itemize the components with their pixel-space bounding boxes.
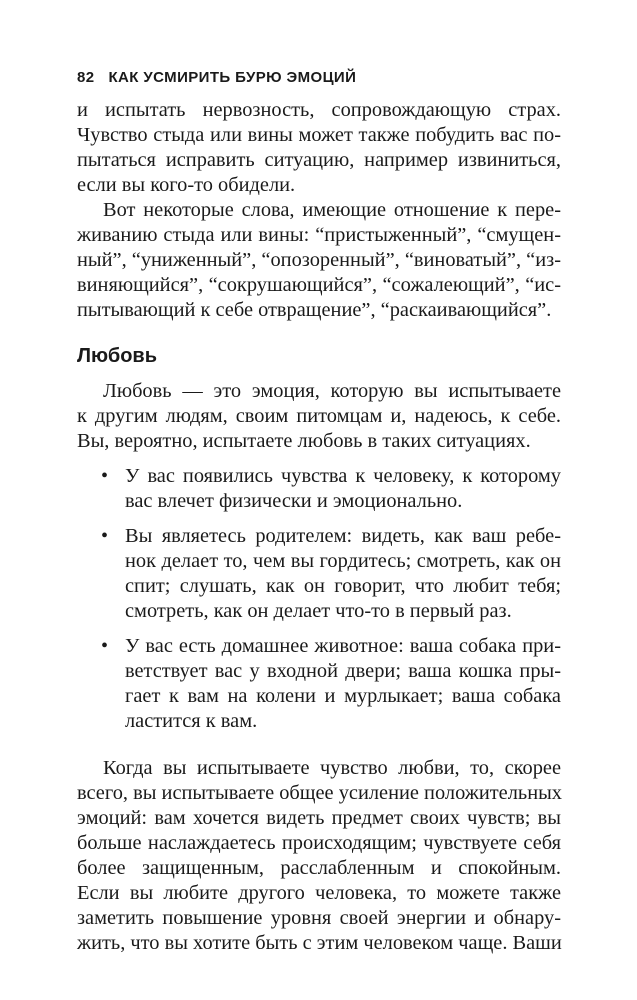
paragraph-shame-words [77, 198, 561, 323]
text-line: смотреть, как он делает что-то в первый раз. [125, 600, 512, 622]
text-line: Когда вы испытываете чувство любви, то, скорее [103, 757, 561, 779]
text-line: спит; слушать, как он говорит, что любит тебя; [125, 575, 561, 597]
list-item [77, 464, 561, 514]
list-item [77, 634, 561, 734]
text-line: Вы являетесь родителем: видеть, как ваш ребе- [125, 525, 561, 547]
text-line: виняющийся”, “сокрушающийся”, “сожалеющий”, “ис- [77, 274, 561, 296]
spacer [77, 744, 561, 756]
text-line: Любовь — это эмоция, которую вы испытываете [103, 380, 561, 402]
text-line: пытаться исправить ситуацию, например извиниться, [77, 149, 561, 171]
text-line: заметить повышение уровня своей энергии и обнару- [77, 907, 561, 929]
text-line: вас влечет физически и эмоционально. [125, 490, 463, 512]
text-line: жить, что вы хотите быть с этим человеком чаще. Ваши [77, 932, 562, 954]
text-line: Чувство стыда или вины может также побудить вас по- [77, 124, 561, 146]
paragraph-love-intro [77, 379, 561, 454]
text-line: больше наслаждаетесь происходящим; чувствуете себя [77, 832, 561, 854]
list-item [77, 524, 561, 624]
bullet-icon: • [101, 465, 109, 487]
text-line: нок делает то, чем вы гордитесь; смотреть, как он [125, 550, 561, 572]
text-line: и испытать нервозность, сопровождающую страх. [77, 99, 561, 121]
bullet-icon: • [101, 525, 109, 547]
text-line: эмоций: вам хочется видеть предмет своих чувств; вы [77, 807, 561, 829]
text-line: Если вы любите другого человека, то можете также [77, 882, 561, 904]
text-line: У вас появились чувства к человеку, к которому [125, 465, 561, 487]
text-line: У вас есть домашнее животное: ваша собака при- [125, 635, 561, 657]
text-line: Вы, вероятно, испытаете любовь в таких ситуациях. [77, 430, 531, 452]
text-line: живанию стыда или вины: “пристыженный”, “смущен- [77, 224, 561, 246]
text-line: гает к вам на колени и мурлыкает; ваша собака [125, 685, 561, 707]
text-line: ластится к вам. [125, 710, 258, 732]
text-line: к другим людям, своим питомцам и, надеюсь, к себе. [77, 405, 561, 427]
running-header [77, 69, 356, 86]
text-line: ветствует вас у входной двери; ваша кошка пры- [125, 660, 561, 682]
text-line: если вы кого-то обидели. [77, 174, 296, 196]
paragraph-fear-continuation [77, 98, 561, 198]
text-line: Вот некоторые слова, имеющие отношение к пере- [103, 199, 561, 221]
bullet-list [77, 464, 561, 734]
text-line: более защищенным, расслабленным и спокойным. [77, 857, 561, 879]
page-body [77, 98, 561, 956]
bullet-icon: • [101, 635, 109, 657]
page-number: 82 [77, 69, 95, 86]
text-line: всего, вы испытываете общее усиление положительных [77, 782, 563, 804]
paragraph-love-effects [77, 756, 561, 956]
book-title: КАК УСМИРИТЬ БУРЮ ЭМОЦИЙ [108, 69, 357, 86]
text-line: ный”, “униженный”, “опозоренный”, “виноватый”, “из- [77, 249, 561, 271]
section-heading: Любовь [77, 345, 158, 367]
text-line: пытывающий к себе отвращение”, “раскаивающийся”. [77, 299, 552, 321]
